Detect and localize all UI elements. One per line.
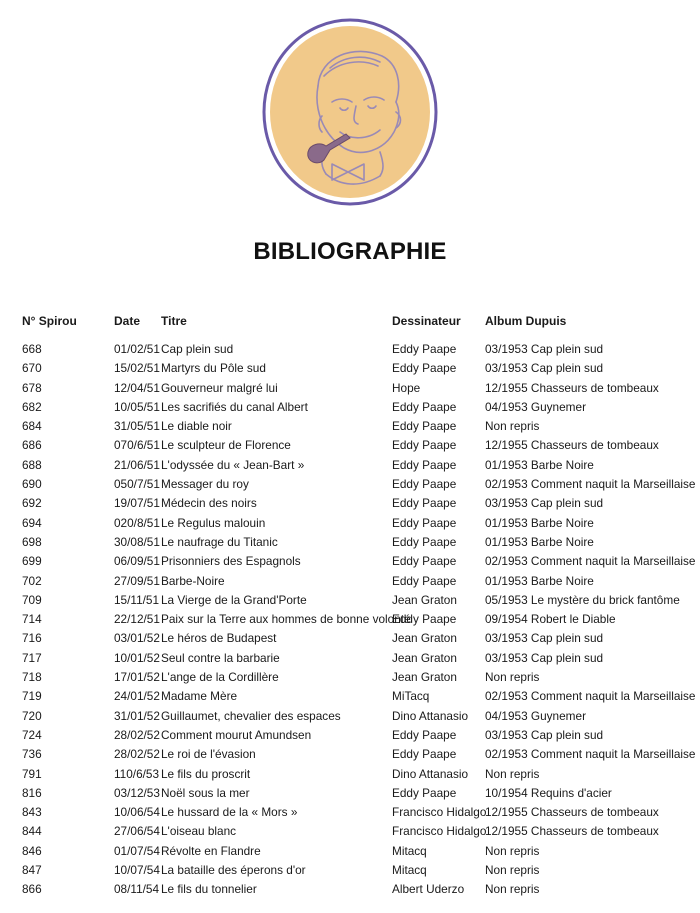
cell-album: 04/1953 Guynemer [485,708,586,723]
cell-dessinateur: Jean Graton [392,650,457,665]
table-row [22,591,692,610]
cell-date: 17/01/52 [114,670,160,685]
cell-dessinateur: Eddy Paape [392,785,457,800]
cell-titre: Le Regulus malouin [161,515,266,530]
cell-dessinateur: Francisco Hidalgo [392,824,487,839]
table-row [22,398,692,417]
cell-dessinateur: Eddy Paape [392,747,457,762]
cell-album: Non repris [485,863,540,878]
cell-date: 15/11/51 [114,592,160,607]
cell-n-spirou: 692 [22,496,42,511]
table-row [22,861,692,880]
cell-n-spirou: 686 [22,438,42,453]
cell-dessinateur: Eddy Paape [392,438,457,453]
table-row [22,745,696,764]
table-row [22,456,692,475]
cell-dessinateur: Eddy Paape [392,399,457,414]
cell-album: 05/1953 Le mystère du brick fantôme [485,592,680,607]
cell-album: 02/1953 Comment naquit la Marseillaise [485,689,696,704]
cell-date: 31/05/51 [114,419,160,434]
cell-n-spirou: 717 [22,650,42,665]
cell-album: 03/1953 Cap plein sud [485,631,604,646]
cell-dessinateur: Eddy Paape [392,534,457,549]
cell-album: Non repris [485,419,540,434]
cell-date: 27/06/54 [114,824,160,839]
table-row [22,803,692,822]
table-row [22,572,692,591]
cell-n-spirou: 684 [22,419,42,434]
table-row [22,379,692,398]
cell-titre: Le roi de l'évasion [161,747,256,762]
table-row [22,726,692,745]
cell-n-spirou: 791 [22,766,42,781]
cell-n-spirou: 699 [22,554,42,569]
cell-n-spirou: 702 [22,573,42,588]
cell-date: 27/09/51 [114,573,160,588]
cell-titre: Cap plein sud [161,342,234,356]
cell-dessinateur: Eddy Paape [392,515,457,530]
cell-date: 10/07/54 [114,863,160,878]
cell-album: 12/1955 Chasseurs de tombeaux [485,380,659,395]
table-row [22,687,696,706]
cell-titre: Le hussard de la « Mors » [161,805,298,820]
table-row [22,533,692,552]
header-titre: Titre [161,314,187,328]
cell-dessinateur: Albert Uderzo [392,882,465,897]
cell-n-spirou: 668 [22,342,42,356]
cell-n-spirou: 690 [22,477,42,492]
cell-album: 03/1953 Cap plein sud [485,650,604,665]
cell-dessinateur: Eddy Paape [392,477,457,492]
cell-date: 30/08/51 [114,534,160,549]
table-row [22,475,696,494]
cell-album: 01/1953 Barbe Noire [485,534,594,549]
cell-titre: Le sculpteur de Florence [161,438,291,453]
cell-n-spirou: 847 [22,863,42,878]
cell-album: 01/1953 Barbe Noire [485,515,594,530]
cell-date: 12/04/51 [114,380,160,395]
bibliography-table [22,313,696,900]
page-title: BIBLIOGRAPHIE [253,238,447,265]
table-row [22,340,692,359]
cell-n-spirou: 678 [22,380,42,395]
cell-dessinateur: Mitacq [392,843,427,858]
cell-titre: Paix sur la Terre aux hommes de bonne volonté [161,612,411,627]
cell-titre: L'oiseau blanc [161,824,237,839]
cell-album: 10/1954 Requins d'acier [485,785,612,800]
cell-n-spirou: 709 [22,592,42,607]
cell-dessinateur: Eddy Paape [392,612,457,627]
cell-n-spirou: 866 [22,882,42,897]
table-header-row [22,313,692,340]
cell-date: 31/01/52 [114,708,160,723]
cell-dessinateur: Jean Graton [392,670,457,685]
cell-dessinateur: Dino Attanasio [392,708,469,723]
cell-n-spirou: 688 [22,457,42,472]
table-row [22,668,692,687]
cell-date: 24/01/52 [114,689,160,704]
cell-dessinateur: Eddy Paape [392,342,457,356]
cell-date: 070/6/51 [114,438,160,453]
cell-n-spirou: 719 [22,689,42,704]
cell-titre: Guillaumet, chevalier des espaces [161,708,341,723]
cell-album: 03/1953 Cap plein sud [485,342,604,356]
cell-titre: Le héros de Budapest [161,631,277,646]
table-row [22,784,692,803]
cell-n-spirou: 846 [22,843,42,858]
cell-date: 06/09/51 [114,554,160,569]
header-dessinateur: Dessinateur [392,314,461,328]
header-n-spirou: N° Spirou [22,314,77,328]
cell-dessinateur: Eddy Paape [392,554,457,569]
cell-date: 10/06/54 [114,805,160,820]
cell-titre: Le naufrage du Titanic [161,534,278,549]
caricature-portrait-icon [260,16,440,208]
cell-date: 01/02/51 [114,342,160,356]
cell-album: 01/1953 Barbe Noire [485,573,594,588]
table-row [22,765,692,784]
cell-dessinateur: Eddy Paape [392,573,457,588]
cell-album: 03/1953 Cap plein sud [485,496,604,511]
cell-album: 12/1955 Chasseurs de tombeaux [485,824,659,839]
cell-n-spirou: 720 [22,708,42,723]
cell-dessinateur: Francisco Hidalgo [392,805,487,820]
cell-titre: Gouverneur malgré lui [161,380,278,395]
cell-album: 03/1953 Cap plein sud [485,361,604,376]
cell-date: 28/02/52 [114,727,160,742]
cell-dessinateur: Dino Attanasio [392,766,469,781]
cell-date: 03/12/53 [114,785,160,800]
cell-titre: Martyrs du Pôle sud [161,361,266,376]
cell-titre: Le diable noir [161,419,232,434]
cell-titre: Comment mourut Amundsen [161,727,312,742]
cell-date: 15/02/51 [114,361,160,376]
cell-date: 22/12/51 [114,612,160,627]
cell-titre: Messager du roy [161,477,249,492]
table-row [22,514,692,533]
table-row [22,552,696,571]
cell-dessinateur: Hope [392,380,421,395]
header-album-dupuis: Album Dupuis [485,314,567,328]
cell-n-spirou: 718 [22,670,42,685]
table-row [22,649,692,668]
header-date: Date [114,314,141,328]
table-row [22,436,692,455]
cell-n-spirou: 694 [22,515,42,530]
cell-n-spirou: 816 [22,785,42,800]
cell-dessinateur: Eddy Paape [392,727,457,742]
cell-titre: Médecin des noirs [161,496,257,511]
table-row [22,707,692,726]
cell-album: Non repris [485,843,540,858]
cell-date: 110/6/53 [114,766,160,781]
cell-date: 10/01/52 [114,650,160,665]
cell-n-spirou: 736 [22,747,42,762]
cell-dessinateur: Eddy Paape [392,361,457,376]
cell-album: 02/1953 Comment naquit la Marseillaise [485,554,696,569]
cell-n-spirou: 844 [22,824,42,839]
cell-n-spirou: 724 [22,727,42,742]
cell-titre: Le fils du tonnelier [161,882,257,897]
table-row [22,417,692,436]
cell-album: 04/1953 Guynemer [485,399,586,414]
cell-date: 21/06/51 [114,457,160,472]
cell-dessinateur: Jean Graton [392,631,457,646]
cell-album: Non repris [485,766,540,781]
cell-n-spirou: 716 [22,631,42,646]
portrait-medallion [260,16,440,208]
cell-titre: Madame Mère [161,689,238,704]
cell-date: 020/8/51 [114,515,160,530]
cell-album: 01/1953 Barbe Noire [485,457,594,472]
cell-date: 28/02/52 [114,747,160,762]
cell-date: 10/05/51 [114,399,160,414]
cell-n-spirou: 682 [22,399,42,414]
cell-date: 08/11/54 [114,882,160,897]
cell-n-spirou: 843 [22,805,42,820]
cell-titre: L'odyssée du « Jean-Bart » [161,457,305,472]
cell-date: 03/01/52 [114,631,160,646]
table-row [22,880,692,899]
table-row [22,359,692,378]
cell-date: 050/7/51 [114,477,160,492]
cell-titre: La bataille des éperons d'or [161,863,306,878]
cell-n-spirou: 714 [22,612,42,627]
cell-album: 02/1953 Comment naquit la Marseillaise [485,747,696,762]
cell-album: 09/1954 Robert le Diable [485,612,616,627]
table-row [22,494,692,513]
cell-titre: Prisonniers des Espagnols [161,554,301,569]
cell-titre: L'ange de la Cordillère [161,670,279,685]
cell-titre: Barbe-Noire [161,573,225,588]
table-row [22,822,692,841]
cell-album: 12/1955 Chasseurs de tombeaux [485,805,659,820]
table-row [22,842,692,861]
cell-album: 12/1955 Chasseurs de tombeaux [485,438,659,453]
cell-dessinateur: MiTacq [392,689,430,704]
cell-dessinateur: Mitacq [392,863,427,878]
cell-album: 03/1953 Cap plein sud [485,727,604,742]
cell-dessinateur: Eddy Paape [392,496,457,511]
cell-date: 01/07/54 [114,843,160,858]
cell-dessinateur: Eddy Paape [392,457,457,472]
cell-titre: Les sacrifiés du canal Albert [161,399,308,414]
cell-album: Non repris [485,670,540,685]
cell-dessinateur: Eddy Paape [392,419,457,434]
cell-titre: Noël sous la mer [161,785,250,800]
table-row [22,610,692,629]
cell-album: 02/1953 Comment naquit la Marseillaise [485,477,696,492]
cell-dessinateur: Jean Graton [392,592,457,607]
cell-titre: Révolte en Flandre [161,843,261,858]
cell-date: 19/07/51 [114,496,160,511]
cell-album: Non repris [485,882,540,897]
cell-titre: La Vierge de la Grand'Porte [161,592,307,607]
cell-titre: Le fils du proscrit [161,766,251,781]
cell-n-spirou: 670 [22,361,42,376]
table-row [22,629,692,648]
cell-titre: Seul contre la barbarie [161,650,280,665]
cell-n-spirou: 698 [22,534,42,549]
